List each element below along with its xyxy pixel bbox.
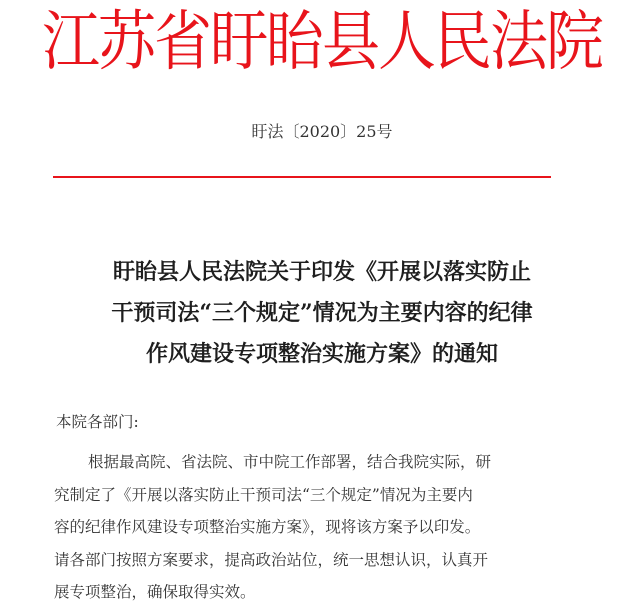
body-line: 请各部门按照方案要求，提高政治站位，统一思想认识，认真开 xyxy=(54,550,489,569)
notice-title-line: 作风建设专项整治实施方案》的通知 xyxy=(145,341,498,367)
body-line: 根据最高院、省法院、市中院工作部署，结合我院实际，研 xyxy=(88,453,492,471)
salutation: 本院各部门: xyxy=(56,413,139,431)
red-divider-line xyxy=(53,176,551,178)
court-masthead: 江苏省盱眙县人民法院 xyxy=(41,3,602,80)
notice-title-line: 盱眙县人民法院关于印发《开展以落实防止 xyxy=(112,259,531,285)
notice-body xyxy=(54,446,602,609)
body-line: 展专项整治，确保取得实效。 xyxy=(54,583,256,601)
body-line: 究制定了《开展以落实防止干预司法“三个规定”情况为主要内 xyxy=(54,485,473,504)
notice-title-line: 干预司法“三个规定”情况为主要内容的纪律 xyxy=(111,300,533,326)
document-number: 盱法〔2020〕25号 xyxy=(251,122,393,141)
body-line: 容的纪律作风建设专项整治实施方案》，现将该方案予以印发。 xyxy=(54,518,481,536)
notice-title xyxy=(40,252,604,375)
